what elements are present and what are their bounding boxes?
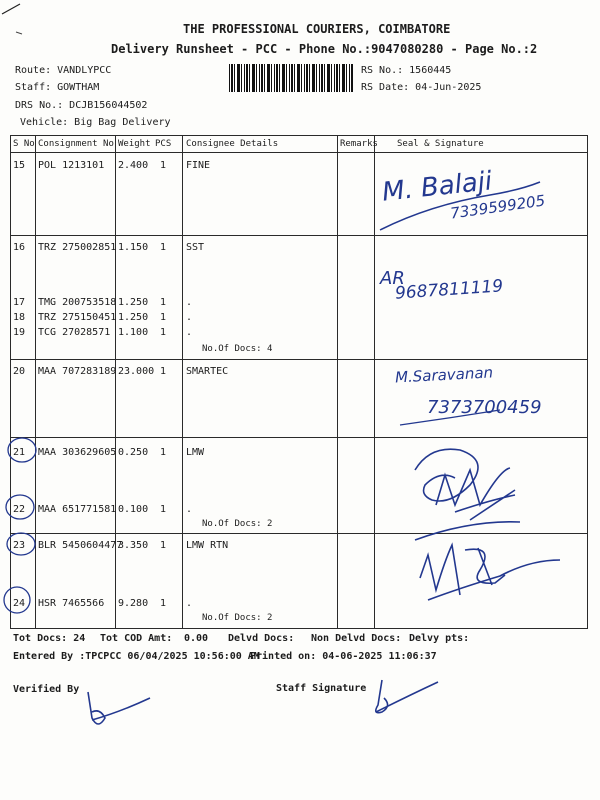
row-sno: 16: [13, 242, 26, 253]
delivered-docs: Delvd Docs:: [228, 633, 295, 644]
verified-by-label: Verified By: [13, 684, 80, 695]
row-consignee: LMW: [186, 447, 205, 458]
row-consignee: .: [186, 504, 193, 515]
handwritten-phone-2: 9687811119: [394, 276, 504, 304]
entered-by: Entered By :TPCPCC 06/04/2025 10:56:00 AM: [13, 651, 260, 662]
row-sno: 15: [13, 160, 26, 171]
verified-by-signature: [88, 692, 150, 724]
circle-mark-22: [6, 495, 34, 519]
row-pcs: 1: [160, 447, 167, 458]
docs-count-note: No.Of Docs: 2: [202, 519, 273, 529]
row-weight: 23.000: [118, 366, 155, 377]
docs-count-note: No.Of Docs: 2: [202, 613, 273, 623]
col-header-consignment: Consignment No: [38, 139, 114, 149]
runsheet-subtitle: Delivery Runsheet - PCC - Phone No.:9047080280 - Page No.:2: [111, 42, 538, 56]
row-pcs: 1: [160, 540, 167, 551]
row-consignee: .: [186, 312, 193, 323]
row-pcs: 1: [160, 312, 167, 323]
row-weight: 1.150: [118, 242, 149, 253]
non-delivered-docs: Non Delvd Docs:: [311, 633, 402, 644]
row-weight: 1.100: [118, 327, 149, 338]
row-consignee: SMARTEC: [186, 366, 229, 377]
row-consignment: TMG 200753518: [38, 297, 117, 308]
row-weight: 9.280: [118, 598, 149, 609]
row-consignment: MAA 651771581: [38, 504, 117, 515]
row-pcs: 1: [160, 504, 167, 515]
row-weight: 3.350: [118, 540, 149, 551]
row-sno: 22: [13, 504, 26, 515]
delivery-points: Delvy pts:: [409, 633, 470, 644]
rs-number: RS No.: 1560445: [361, 65, 452, 76]
handwritten-signature-1: M. Balaji: [380, 166, 494, 208]
row-consignee: SST: [186, 242, 205, 253]
row-consignment: TRZ 275002851: [38, 242, 117, 253]
row-sno: 24: [13, 598, 26, 609]
row-sno: 17: [13, 297, 26, 308]
row-weight: 1.250: [118, 312, 149, 323]
rs-date: RS Date: 04-Jun-2025: [361, 82, 482, 93]
signature-stroke: [400, 410, 500, 425]
row-weight: 2.400: [118, 160, 149, 171]
circle-mark-21: [8, 438, 36, 462]
col-header-consignee: Consignee Details: [186, 139, 279, 149]
row-pcs: 1: [160, 598, 167, 609]
route-label: Route: VANDLYPCC: [15, 65, 112, 76]
row-consignment: POL 1213101: [38, 160, 105, 171]
col-header-sno: S No: [13, 139, 35, 149]
row-sno: 20: [13, 366, 26, 377]
signature-stroke: [380, 182, 540, 230]
row-sno: 21: [13, 447, 26, 458]
handwritten-signature-2: AR: [380, 268, 405, 289]
row-consignee: .: [186, 297, 193, 308]
row-consignee: LMW RTN: [186, 540, 229, 551]
row-pcs: 1: [160, 366, 167, 377]
row-sno: 18: [13, 312, 26, 323]
row-consignment: TRZ 275150451: [38, 312, 117, 323]
row-pcs: 1: [160, 160, 167, 171]
row-pcs: 1: [160, 242, 167, 253]
row-weight: 1.250: [118, 297, 149, 308]
col-header-pcs: PCS: [155, 139, 172, 149]
col-header-signature: Seal & Signature: [397, 139, 484, 149]
signature-scribble-2: [415, 522, 560, 600]
company-title: THE PROFESSIONAL COURIERS, COIMBATORE: [183, 22, 451, 36]
row-weight: 0.250: [118, 447, 149, 458]
handwritten-phone-1: 7339599205: [449, 191, 547, 223]
staff-signature-mark: [376, 680, 438, 713]
row-sno: 23: [13, 540, 26, 551]
row-consignment: MAA 303629605: [38, 447, 117, 458]
scan-mark: [2, 4, 20, 14]
handwritten-signature-3: M.Saravanan: [394, 363, 494, 387]
row-consignee: .: [186, 598, 193, 609]
docs-count-note: No.Of Docs: 4: [202, 344, 273, 354]
row-pcs: 1: [160, 297, 167, 308]
handwritten-phone-3: 7373700459: [427, 397, 542, 418]
row-consignee: FINE: [186, 160, 211, 171]
circle-mark-23: [7, 533, 35, 555]
row-weight: 0.100: [118, 504, 149, 515]
staff-signature-label: Staff Signature: [276, 683, 367, 694]
col-header-weight: Weight: [118, 139, 151, 149]
signature-scribble-1: [415, 449, 515, 520]
row-consignment: HSR 7465566: [38, 598, 105, 609]
row-consignment: TCG 27028571: [38, 327, 111, 338]
printed-on: Printed on: 04-06-2025 11:06:37: [250, 651, 437, 662]
staff-label: Staff: GOWTHAM: [15, 82, 100, 93]
row-pcs: 1: [160, 327, 167, 338]
col-header-remarks: Remarks: [340, 139, 378, 149]
vehicle-label: Vehicle: Big Bag Delivery: [20, 117, 171, 128]
drs-number: DRS No.: DCJB156044502: [15, 100, 148, 111]
row-sno: 19: [13, 327, 26, 338]
row-consignment: MAA 707283189: [38, 366, 117, 377]
scan-mark: [16, 32, 22, 34]
total-cod-value: 0.00: [184, 633, 209, 644]
row-consignment: BLR 5450604477: [38, 540, 123, 551]
circle-mark-24: [4, 587, 30, 613]
row-consignee: .: [186, 327, 193, 338]
total-docs: Tot Docs: 24: [13, 633, 86, 644]
total-cod-label: Tot COD Amt:: [100, 633, 173, 644]
